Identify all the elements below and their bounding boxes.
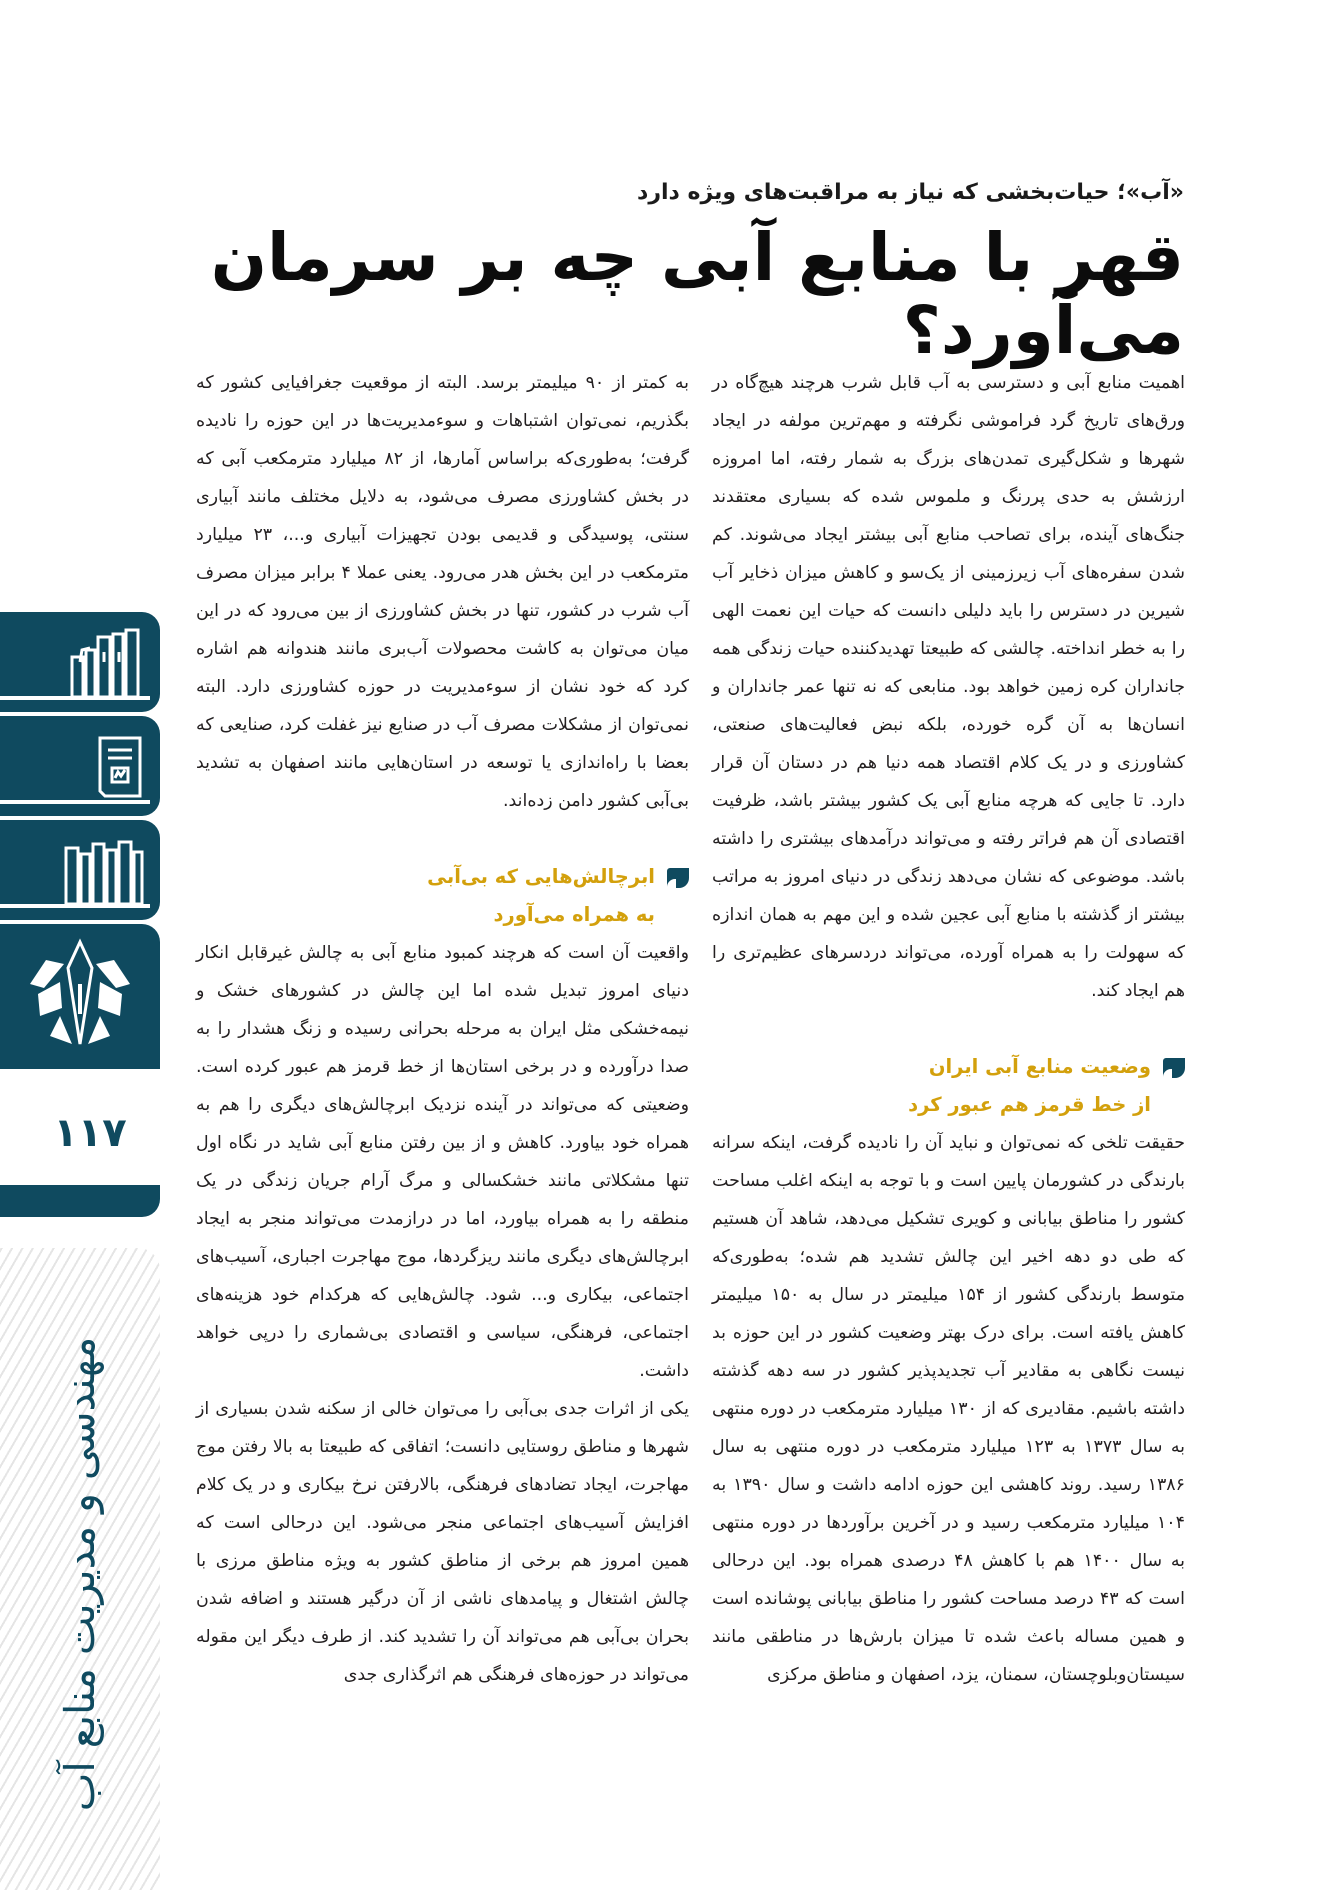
page-number: ۱۱۷ <box>53 1110 127 1156</box>
page-number-bar <box>0 1185 160 1217</box>
side-tab-certificate <box>0 716 160 816</box>
left-subheading <box>196 858 689 934</box>
magazine-section-title: مهندسی و مدیریت منابع آب <box>56 1336 104 1812</box>
subheading-marker-icon <box>667 868 689 888</box>
left-column <box>196 364 689 1694</box>
certificate-icon <box>0 716 160 816</box>
bookshelf-icon <box>0 820 160 920</box>
side-tab-bookshelf <box>0 820 160 920</box>
right-column <box>712 364 1185 1694</box>
side-tab-books <box>0 612 160 712</box>
side-tab-logo <box>0 924 160 1069</box>
left-subheading-line-1: ابرچالش‌هایی که بی‌آبی <box>427 865 655 888</box>
university-logo-icon <box>0 924 160 1069</box>
right-subheading-line-1: وضعیت منابع آبی ایران <box>928 1055 1151 1078</box>
left-paragraph-1: به کمتر از ۹۰ میلیمتر برسد. البته از موقعیت جغرافیایی کشور که بگذریم، نمی‌توان اشتباهات و سوءمدیریت‌ها در این حوزه را نادیده گرفت؛ به‌طوری‌که براساس آمارها، از ۸۲ میلیارد مترمکعب آبی که در بخش کشاورزی مصرف می‌شود، به دلایل مختلف مانند آبیاری سنتی، پوسیدگی و قدیمی بودن تجهیزات آبیاری و...، ۲۳ میلیارد مترمکعب در این بخش هدر می‌رود. یعنی عملا ۴ برابر میزان مصرف آب شرب در کشور، تنها در بخش کشاورزی از بین می‌رود که در این میان می‌توان به کاشت محصولات آب‌بری مانند هندوانه هم اشاره کرد که خود نشان از سوءمدیریت در حوزه کشاورزی دارد. البته نمی‌توان از مشکلات مصرف آب در صنایع نیز غفلت کرد، صنایعی که بعضا با راه‌اندازی یا توسعه در استان‌هایی مانند اصفهان به تشدید بی‌آبی کشور دامن زده‌اند. <box>196 373 690 811</box>
left-subheading-line-2: به همراه می‌آورد <box>493 903 655 926</box>
right-paragraph-2: حقیقت تلخی که نمی‌توان و نباید آن را نادیده گرفت، اینکه سرانه بارندگی در کشورمان پایین است و با توجه به اینکه اغلب مساحت کشور را مناطق بیابانی و کویری تشکیل می‌دهد، شاهد آن هستیم که طی دو دهه اخیر این چالش تشدید هم شده؛ به‌طوری‌که متوسط بارندگی کشور از ۱۵۴ میلیمتر در سال به ۱۵۰ میلیمتر کاهش یافته است. برای درک بهتر وضعیت کشور در این حوزه بد نیست نگاهی به مقادیر آب تجدیدپذیر کشور در سه دهه گذشته داشته باشیم. مقادیری که از ۱۳۰ میلیارد مترمکعب در دوره منتهی به سال ۱۳۷۳ به ۱۲۳ میلیارد مترمکعب در دوره منتهی به سال ۱۳۸۶ رسید. روند کاهشی این حوزه ادامه داشت و سال ۱۳۹۰ به ۱۰۴ میلیارد مترمکعب رسید و در آخرین برآوردها در دوره منتهی به سال ۱۴۰۰ هم با کاهش ۴۸ درصدی همراه بود. این درحالی است که ۴۳ درصد مساحت کشور را مناطق بیابانی پوشانده است و همین مساله باعث شده تا میزان بارش‌ها در مناطقی مانند سیستان‌وبلوچستان، سمنان، یزد، اصفهان و مناطق مرکزی <box>712 1133 1185 1685</box>
subheading-marker-icon <box>1163 1058 1185 1078</box>
article-kicker: «آب»؛ حیات‌بخشی که نیاز به مراقبت‌های ویژه دارد <box>637 180 1184 205</box>
left-paragraph-3: یکی از اثرات جدی بی‌آبی را می‌توان خالی از سکنه شدن بسیاری از شهرها و مناطق روستایی دانست؛ اتفاقی که طبیعتا به بالا رفتن موج مهاجرت، ایجاد تضادهای فرهنگی، بالارفتن نرخ بیکاری و در یک کلام افزایش آسیب‌های اجتماعی منجر می‌شود. این درحالی است که همین امروز هم برخی از مناطق کشور به ویژه مناطق مرزی با چالش اشتغال و پیامدهای ناشی از آن درگیر هستند و اضافه شدن بحران بی‌آبی هم می‌تواند آن را تشدید کند. از طرف دیگر این مقوله می‌تواند در حوزه‌های فرهنگی هم اثرگذاری جدی <box>196 1399 689 1685</box>
library-books-icon <box>0 612 160 712</box>
right-subheading-line-2: از خط قرمز هم عبور کرد <box>908 1093 1151 1116</box>
right-subheading <box>712 1048 1185 1124</box>
right-paragraph-1: اهمیت منابع آبی و دسترسی به آب قابل شرب هرچند هیچ‌گاه در ورق‌های تاریخ گرد فراموشی نگرفته و مهم‌ترین مولفه در ایجاد شهرها و شکل‌گیری تمدن‌های بزرگ به شمار رفته، اما امروزه ارزشش به حدی پررنگ و ملموس شده که بسیاری معتقدند جنگ‌های آینده، برای تصاحب منابع آبی بیشتر ایجاد می‌شوند. کم شدن سفره‌های آب زیرزمینی از یک‌سو و کاهش میزان ذخایر آب شیرین در دسترس را باید دلیلی دانست که حیات این نعمت الهی را به خطر انداخته. چالشی که طبیعتا تهدیدکننده حیات زندگی همه جانداران کره زمین خواهد بود. منابعی که نه تنها عمر جانداران و انسان‌ها به آن گره خورده، بلکه نبض فعالیت‌های صنعتی، کشاورزی و در یک کلام اقتصاد همه دنیا هم در دستان آن قرار دارد. تا جایی که هرچه منابع آبی یک کشور بیشتر باشد، ظرفیت اقتصادی آن هم فراتر رفته و می‌تواند درآمدهای بیشتری را داشته باشد. موضوعی که نشان می‌دهد زندگی در دنیای امروز به مراتب بیشتر از گذشته با منابع آبی عجین شده و این مهم به همان اندازه که سهولت را به همراه آورده، می‌تواند دردسرهای عظیم‌تری را هم ایجاد کند. <box>712 373 1185 1001</box>
article-title: قهر با منابع آبی چه بر سرمان می‌آورد؟ <box>210 219 1184 369</box>
left-paragraph-2: واقعیت آن است که هرچند کمبود منابع آبی به چالش غیرقابل انکار دنیای امروز تبدیل شده اما این چالش در کشورهای خشک و نیمه‌خشکی مثل ایران به مرحله بحرانی رسیده و زنگ هشدار را به صدا درآورده و در برخی استان‌ها از خط قرمز هم عبور کرده است. وضعیتی که می‌تواند در آینده نزدیک ابرچالش‌های دیگری را هم به همراه خود بیاورد. کاهش و از بین رفتن منابع آبی شاید در نگاه اول تنها مشکلاتی مانند خشکسالی و مرگ آرام جریان زندگی در یک منطقه را به همراه بیاورد، اما در درازمدت می‌تواند منجر به ایجاد ابرچالش‌های دیگری مانند ریزگردها، موج مهاجرت اجباری، آسیب‌های اجتماعی، بیکاری و... شود. چالش‌هایی که هرکدام خود هزینه‌های اجتماعی، فرهنگی، سیاسی و اقتصادی بی‌شماری را درپی خواهد داشت. <box>196 943 689 1381</box>
